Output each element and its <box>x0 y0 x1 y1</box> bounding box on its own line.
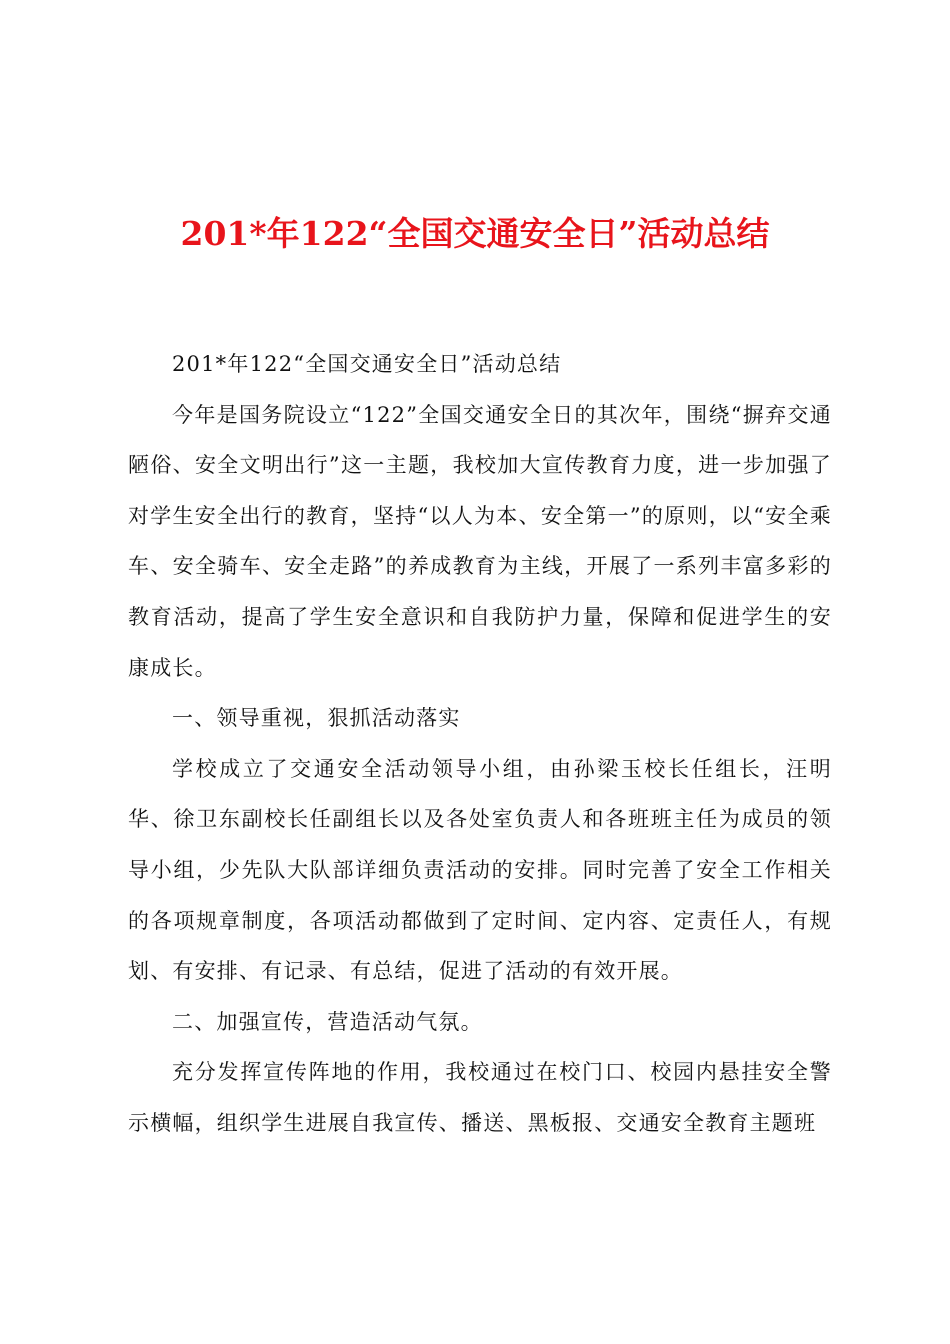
section-heading-2: 二、加强宣传，营造活动气氛。 <box>172 1009 483 1034</box>
document-title: 201*年122“全国交通安全日”活动总结 <box>180 214 770 253</box>
section-heading-1: 一、领导重视，狠抓活动落实 <box>172 706 461 731</box>
paragraph-section-2: 充分发挥宣传阵地的作用，我校通过在校门口、校园内悬挂安全警示横幅，组织学生进展自我宣传、播送、黑板报、交通安全教育主题班 <box>128 1060 832 1135</box>
document-body <box>128 339 832 1149</box>
paragraph-intro: 今年是国务院设立“122”全国交通安全日的其次年，围绕“摒弃交通陋俗、安全文明出行”这一主题，我校加大宣传教育力度，进一步加强了对学生安全出行的教育，坚持“以人为本、安全第一”的原则，以“安全乘车、安全骑车、安全走路”的养成教育为主线，开展了一系列丰富多彩的教育活动，提高了学生安全意识和自我防护力量，保障和促进学生的安康成长。 <box>128 402 832 680</box>
paragraph-repeated-title: 201*年122“全国交通安全日”活动总结 <box>172 352 562 376</box>
paragraph-section-1: 学校成立了交通安全活动领导小组，由孙梁玉校长任组长，汪明华、徐卫东副校长任副组长以及各处室负责人和各班班主任为成员的领导小组，少先队大队部详细负责活动的安排。同时完善了安全工作相关的各项规章制度，各项活动都做到了定时间、定内容、定责任人，有规划、有安排、有记录、有总结，促进了活动的有效开展。 <box>128 756 832 984</box>
